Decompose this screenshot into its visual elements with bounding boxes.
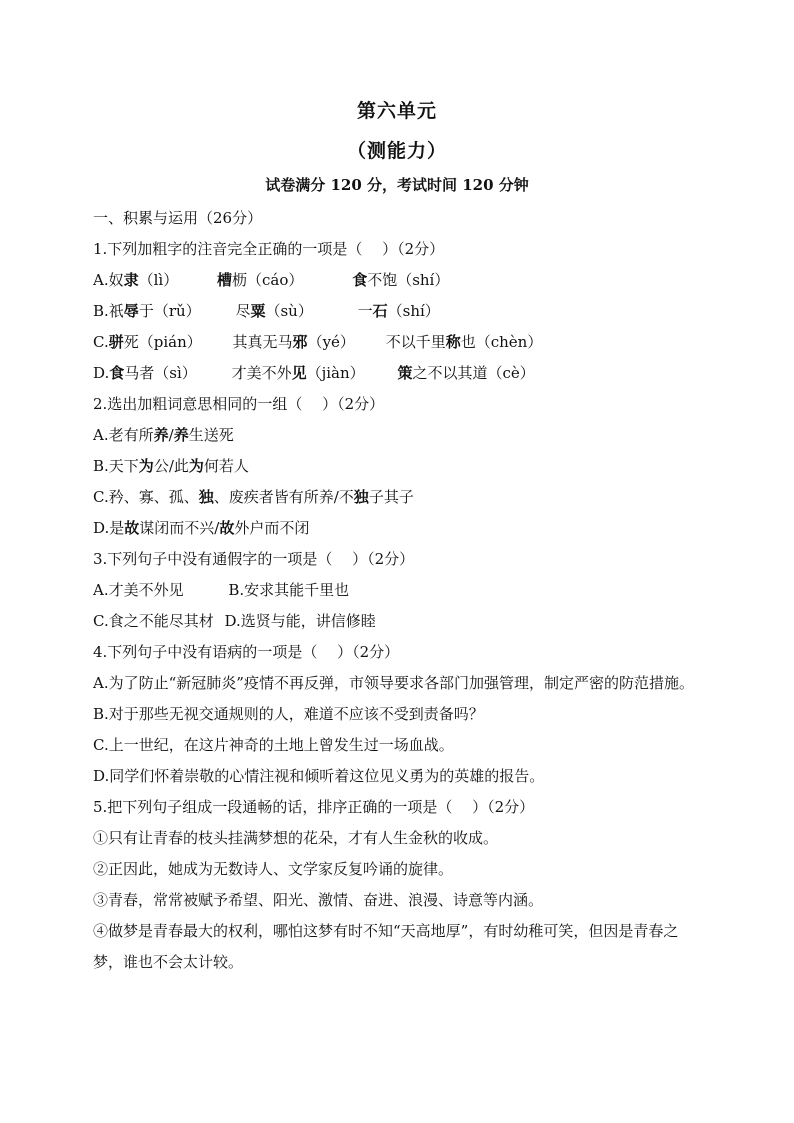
question-2-option-b: B.天下为公/此为何若人 bbox=[93, 457, 249, 475]
option-item: B.祇辱于（rǔ） bbox=[93, 302, 201, 320]
option-item: 槽枥（cáo） bbox=[217, 271, 304, 289]
question-5-sentence-2: ②正因此，她成为无数诗人、文学家反复吟诵的旋律。 bbox=[93, 860, 454, 878]
option-item: D.食马者（sì） bbox=[93, 364, 197, 382]
option-item: 食不饱（shí） bbox=[352, 271, 450, 289]
question-4-option-c: C.上一世纪，在这片神奇的土地上曾发生过一场血战。 bbox=[93, 736, 454, 754]
unit-title: 第六单元 bbox=[356, 100, 437, 122]
question-5-sentence-3: ③青春，常常被赋予希望、阳光、激情、奋进、浪漫、诗意等内涵。 bbox=[93, 891, 544, 909]
option-item: C.食之不能尽其材 bbox=[93, 612, 214, 630]
question-2-option-c: C.矜、寡、孤、独、废疾者皆有所养/不独子其子 bbox=[93, 488, 414, 506]
question-1-option-b bbox=[93, 296, 705, 327]
option-item: D.选贤与能，讲信修睦 bbox=[224, 612, 376, 630]
sub-title: （测能力） bbox=[346, 140, 447, 162]
question-1-stem: 1.下列加粗字的注音完全正确的一项是（ ）（2分） bbox=[93, 240, 445, 258]
section-heading: 一、积累与运用（26分） bbox=[93, 209, 263, 227]
question-3-options-cd bbox=[93, 606, 705, 637]
question-1-option-d bbox=[93, 358, 705, 389]
question-1-option-c bbox=[93, 327, 705, 358]
option-item: 尽粟（sù） bbox=[235, 302, 313, 320]
question-5-stem: 5.把下列句子组成一段通畅的话，排序正确的一项是（ ）（2分） bbox=[93, 798, 535, 816]
question-3-options-ab bbox=[93, 575, 705, 606]
question-5-sentence-4: ④做梦是青春最大的权利，哪怕这梦有时不知“天高地厚”，有时幼稚可笑，但因是青春之梦，谁也不会太计较。 bbox=[93, 922, 679, 971]
option-item: C.骈死（pián） bbox=[93, 333, 202, 351]
question-3-stem: 3.下列句子中没有通假字的一项是（ ）（2分） bbox=[93, 550, 415, 568]
option-item: 不以千里称也（chèn） bbox=[385, 333, 543, 351]
question-4-option-d: D.同学们怀着崇敬的心情注视和倾听着这位见义勇为的英雄的报告。 bbox=[93, 767, 545, 785]
question-1-option-a bbox=[93, 265, 705, 296]
option-item: B.安求其能千里也 bbox=[228, 581, 350, 599]
question-5-sentence-1: ①只有让青春的枝头挂满梦想的花朵，才有人生金秋的收成。 bbox=[93, 829, 499, 847]
option-item: 一石（shí） bbox=[357, 302, 440, 320]
question-2-stem: 2.选出加粗词意思相同的一组（ ）（2分） bbox=[93, 395, 385, 413]
question-2-option-d: D.是故谋闭而不兴/故外户而不闭 bbox=[93, 519, 310, 537]
option-item: A.奴隶（lì） bbox=[93, 271, 179, 289]
option-item: A.才美不外见 bbox=[93, 581, 184, 599]
question-content bbox=[93, 203, 705, 978]
question-2-option-a: A.老有所养/养生送死 bbox=[93, 426, 234, 444]
option-item: 其真无马邪（yé） bbox=[232, 333, 355, 351]
question-4-stem: 4.下列句子中没有语病的一项是（ ）（2分） bbox=[93, 643, 400, 661]
question-4-option-b: B.对于那些无视交通规则的人，难道不应该不受到责备吗？ bbox=[93, 705, 484, 723]
option-item: 才美不外见（jiàn） bbox=[231, 364, 365, 382]
question-4-option-a: A.为了防止“新冠肺炎”疫情不再反弹，市领导要求各部门加强管理，制定严密的防范措施。 bbox=[93, 674, 694, 692]
option-item: 策之不以其道（cè） bbox=[397, 364, 535, 382]
exam-info: 试卷满分 120 分，考试时间 120 分钟 bbox=[265, 176, 529, 194]
